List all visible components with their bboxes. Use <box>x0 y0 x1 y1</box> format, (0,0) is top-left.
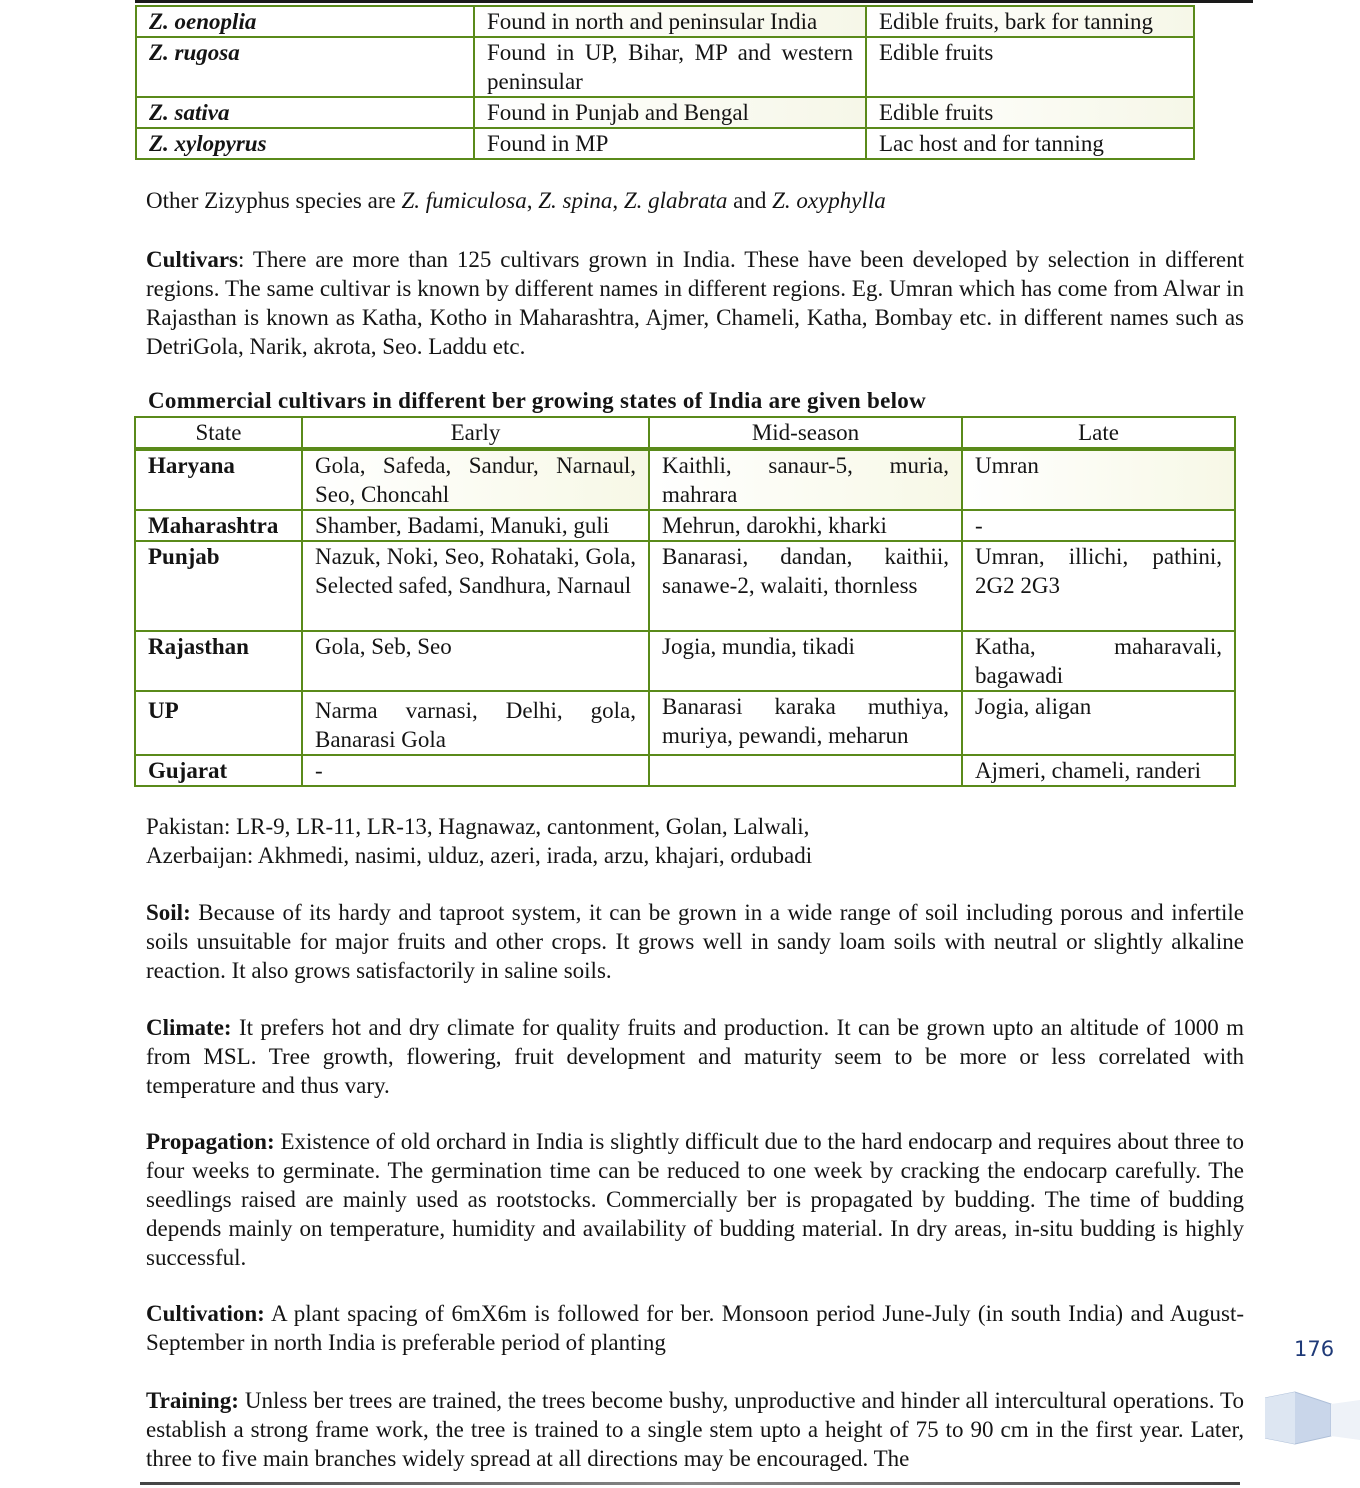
cultivars-heading: Cultivars <box>146 247 238 272</box>
table-header-row <box>135 417 1235 449</box>
training-paragraph <box>146 1386 1244 1473</box>
propagation-heading: Propagation: <box>146 1129 275 1154</box>
species-name: Z. sativa <box>136 97 474 128</box>
table-row <box>135 631 1235 691</box>
cultivation-paragraph <box>146 1299 1244 1357</box>
mid-cell: Kaithli, sanaur-5, muria, mahrara <box>649 449 962 510</box>
species-mention: Z. spina <box>538 188 613 213</box>
table-row <box>136 37 1194 97</box>
mid-cell: Mehrun, darokhi, kharki <box>649 510 962 541</box>
table-row <box>136 97 1194 128</box>
mid-cell: Jogia, mundia, tikadi <box>649 631 962 691</box>
species-mention: Z. oxyphylla <box>772 188 886 213</box>
species-use: Edible fruits, bark for tanning <box>866 6 1194 37</box>
page-tab-arrow-icon <box>1265 1390 1360 1446</box>
other-species-prefix: Other Zizyphus species are <box>146 188 402 213</box>
species-distribution: Found in Punjab and Bengal <box>474 97 866 128</box>
state-cell: Haryana <box>135 449 302 510</box>
cultivation-text: A plant spacing of 6mX6m is followed for ber. Monsoon period June-July (in south India) and August-September in north India is preferable period of planting <box>146 1301 1244 1355</box>
mid-cell: Banarasi karaka muthiya, muriya, pewandi, meharun <box>649 691 962 755</box>
climate-paragraph <box>146 1013 1244 1100</box>
cultivar-table-caption: Commercial cultivars in different ber growing states of India are given below <box>148 388 926 413</box>
late-cell: Umran <box>962 449 1235 510</box>
top-rule <box>135 0 1253 3</box>
propagation-paragraph <box>146 1127 1244 1272</box>
cultivation-heading: Cultivation: <box>146 1301 265 1326</box>
cultivar-table <box>134 416 1236 787</box>
state-cell: Gujarat <box>135 755 302 786</box>
table-row <box>135 755 1235 786</box>
climate-heading: Climate: <box>146 1015 232 1040</box>
page-number: 176 <box>1294 1337 1335 1361</box>
early-cell: Narma varnasi, Delhi, gola, Banarasi Gola <box>302 691 649 755</box>
early-cell: Gola, Seb, Seo <box>302 631 649 691</box>
other-species-paragraph <box>146 186 1244 215</box>
soil-paragraph <box>146 898 1244 985</box>
state-cell: Maharashtra <box>135 510 302 541</box>
foreign-cultivars <box>146 812 1244 870</box>
soil-heading: Soil: <box>146 900 191 925</box>
header-early: Early <box>302 417 649 449</box>
late-cell: Umran, illichi, pathini, 2G2 2G3 <box>962 541 1235 631</box>
cultivars-paragraph <box>146 245 1244 361</box>
table-row <box>136 128 1194 159</box>
table-row <box>136 6 1194 37</box>
early-cell: Gola, Safeda, Sandur, Narnaul, Seo, Choncahl <box>302 449 649 510</box>
state-cell: Rajasthan <box>135 631 302 691</box>
mid-cell: Banarasi, dandan, kaithii, sanawe-2, walaiti, thornless <box>649 541 962 631</box>
species-mention: Z. fumiculosa <box>401 188 527 213</box>
separator: and <box>727 188 773 213</box>
cultivars-text: : There are more than 125 cultivars grown in India. These have been developed by selection in different regions. The same cultivar is known by different names in different regions. Eg. Umran which has come from Alwar in Rajasthan is known as Katha, Kotho in Maharashtra, Ajmer, Chameli, Katha, Bombay etc. in different names such as DetriGola, Narik, akrota, Seo. Laddu etc. <box>146 247 1244 359</box>
early-cell: - <box>302 755 649 786</box>
early-cell: Nazuk, Noki, Seo, Rohataki, Gola, Selected safed, Sandhura, Narnaul <box>302 541 649 631</box>
early-cell: Shamber, Badami, Manuki, guli <box>302 510 649 541</box>
mid-cell <box>649 755 962 786</box>
azerbaijan-line: Azerbaijan: Akhmedi, nasimi, ulduz, azeri, irada, arzu, khajari, ordubadi <box>146 843 813 868</box>
training-text: Unless ber trees are trained, the trees become bushy, unproductive and hinder all intercultural operations. To establish a strong frame work, the tree is trained to a single stem upto a height of 75 to 90 cm in the first year. Later, three to five main branches widely spread at all directions may be encouraged. The <box>146 1388 1244 1471</box>
species-distribution: Found in UP, Bihar, MP and western peninsular <box>474 37 866 97</box>
pakistan-line: Pakistan: LR-9, LR-11, LR-13, Hagnawaz, cantonment, Golan, Lalwali, <box>146 814 810 839</box>
training-heading: Training: <box>146 1388 239 1413</box>
climate-text: It prefers hot and dry climate for quality fruits and production. It can be grown upto an altitude of 1000 m from MSL. Tree growth, flowering, fruit development and maturity seem to be more or less correlated with temperature and thus vary. <box>146 1015 1244 1098</box>
state-cell: UP <box>135 691 302 755</box>
table-row <box>135 510 1235 541</box>
species-use: Edible fruits <box>866 37 1194 97</box>
species-name: Z. xylopyrus <box>136 128 474 159</box>
species-mention: Z. glabrata <box>623 188 728 213</box>
late-cell: Ajmeri, chameli, randeri <box>962 755 1235 786</box>
soil-text: Because of its hardy and taproot system, it can be grown in a wide range of soil including porous and infertile soils unsuitable for major fruits and other crops. It grows well in sandy loam soils with neutral or slightly alkaline reaction. It also grows satisfactorily in saline soils. <box>146 900 1244 983</box>
header-state: State <box>135 417 302 449</box>
table-row <box>135 541 1235 631</box>
separator: , <box>526 188 539 213</box>
table-row <box>135 449 1235 510</box>
table-row <box>135 691 1235 755</box>
species-distribution: Found in north and peninsular India <box>474 6 866 37</box>
bottom-rule <box>140 1482 1240 1485</box>
propagation-text: Existence of old orchard in India is slightly difficult due to the hard endocarp and requires about three to four weeks to germinate. The germination time can be reduced to one week by cracking the endocarp carefully. The seedlings raised are mainly used as rootstocks. Commercially ber is propagated by budding. The time of budding depends mainly on temperature, humidity and availability of budding material. In dry areas, in-situ budding is highly successful. <box>146 1129 1244 1270</box>
species-use: Lac host and for tanning <box>866 128 1194 159</box>
state-cell: Punjab <box>135 541 302 631</box>
late-cell: Jogia, aligan <box>962 691 1235 755</box>
species-name: Z. rugosa <box>136 37 474 97</box>
species-name: Z. oenoplia <box>136 6 474 37</box>
late-cell: Katha, maharavali, bagawadi <box>962 631 1235 691</box>
header-late: Late <box>962 417 1235 449</box>
species-use: Edible fruits <box>866 97 1194 128</box>
late-cell: - <box>962 510 1235 541</box>
header-mid-season: Mid-season <box>649 417 962 449</box>
species-distribution: Found in MP <box>474 128 866 159</box>
separator: , <box>612 188 624 213</box>
species-table <box>135 5 1195 160</box>
